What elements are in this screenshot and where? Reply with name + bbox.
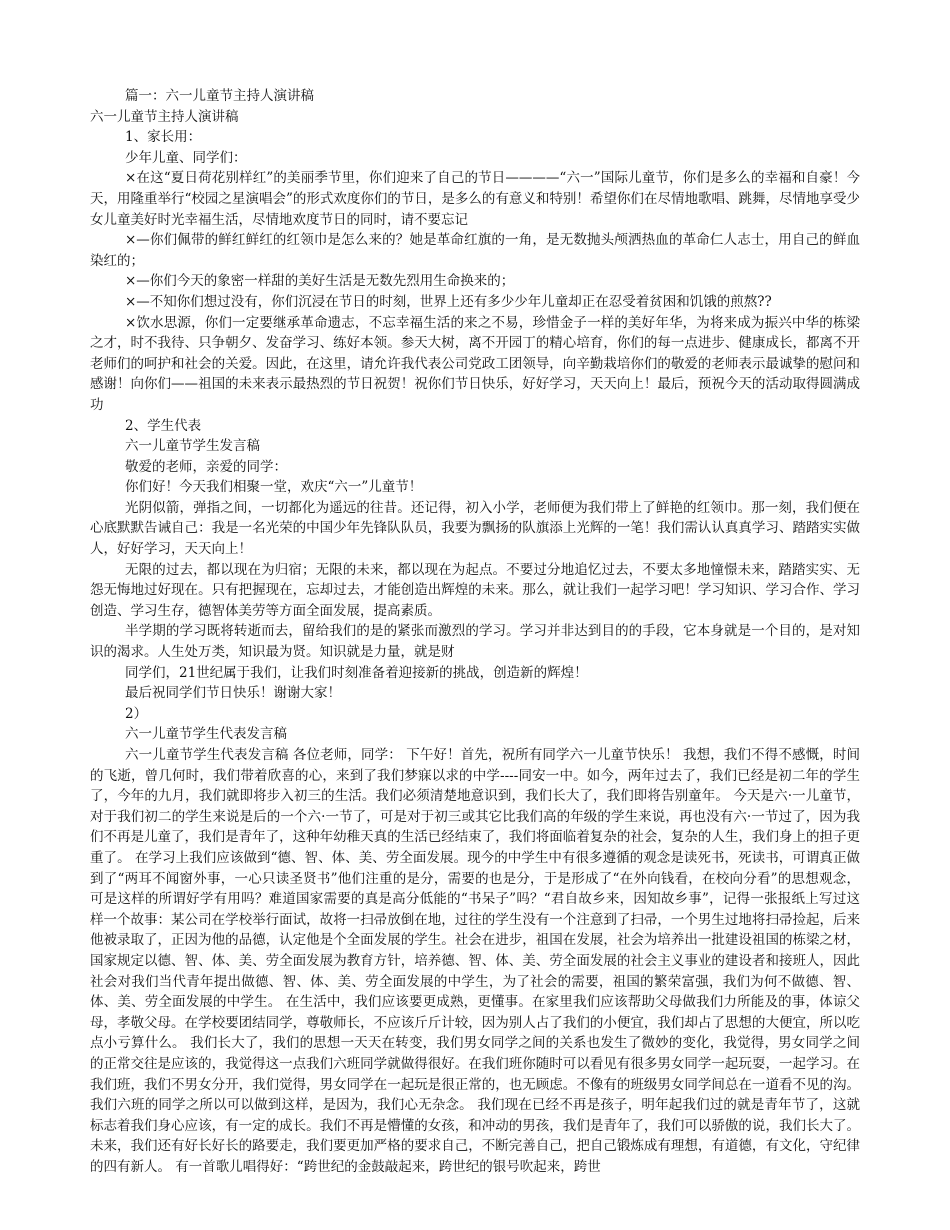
- paragraph: 六一儿童节学生代表发言稿: [125, 726, 287, 743]
- paragraph: 六一儿童节主持人演讲稿: [90, 108, 239, 125]
- paragraph: 篇一：六一儿童节主持人演讲稿: [125, 88, 314, 104]
- paragraph: 2）: [125, 705, 148, 722]
- paragraph: 敬爱的老师，亲爱的同学：: [125, 458, 287, 475]
- paragraph: 光阴似箭，弹指之间，一切都化为遥远的往昔。还记得，初入小学，老师便为我们带上了鲜艳的红领巾。那一刻，我们便在心底默默告诫自己：我是一名光荣的中国少年先锋队队员，我要为飘扬的队旗添上光辉的一笔！我们需认认真真学习、踏踏实实做人，好好学习，天天向上！: [90, 499, 860, 558]
- paragraph: 1、家长用：: [125, 129, 202, 146]
- paragraph: 六一儿童节学生发言稿: [125, 438, 260, 455]
- document-body: [90, 86, 860, 1177]
- paragraph: ×—你们佩带的鲜红鲜红的红领巾是怎么来的？她是革命红旗的一角，是无数抛头颅洒热血的革命仁人志士，用自己的鲜血染红的；: [90, 232, 860, 269]
- paragraph: 无限的过去，都以现在为归宿；无限的未来，都以现在为起点。不要过分地追忆过去，不要太多地憧憬未来，踏踏实实、无怨无悔地过好现在。只有把握现在，忘却过去，才能创造出辉煌的未来。那么，就让我们一起学习吧！学习知识、学习合作、学习创造、学习生存，德智体美劳等方面全面发展，提高素质。: [90, 561, 860, 619]
- paragraph: 同学们，21世纪属于我们，让我们时刻准备着迎接新的挑战，创造新的辉煌！: [125, 664, 588, 681]
- paragraph: 半学期的学习既将转逝而去，留给我们的是的紧张而激烈的学习。学习并非达到目的的手段，它本身就是一个目的，是对知识的渴求。人生处万类，知识最为贤。知识就是力量，就是财: [90, 623, 860, 661]
- paragraph: ×—你们今天的象密一样甜的美好生活是无数先烈用生命换来的；: [125, 273, 515, 290]
- paragraph: ×饮水思源，你们一定要继承革命遗志，不忘幸福生活的来之不易，珍惜金子一样的美好年华，为将来成为振兴中华的栋梁之才，时不我待、只争朝夕、发奋学习、练好本领。参天大树，离不开园丁的精心培育，你们的每一点进步、健康成长，都离不开老师们的呵护和社会的关爱。因此，在这里，请允许我代表公司党政工团领导，向辛勤栽培你们的敬爱的老师表示最诚挚的慰问和感谢！向你们——祖国的未来表示最热烈的节日祝贺！祝你们节日快乐，好好学习，天天向上！最后，预祝今天的活动取得圆满成功: [90, 314, 860, 413]
- paragraph: ×在这“夏日荷花别样红”的美丽季节里，你们迎来了自己的节日————“六一”国际儿童节，你们是多么的幸福和自豪！今天，用隆重举行“校园之星演唱会”的形式欢度你们的节日，是多么的有意义和特别！希望你们在尽情地歌唱、跳舞，尽情地享受少女儿童美好时光幸福生活，尽情地欢度节日的同时，请不要忘记: [90, 170, 860, 228]
- paragraph: 最后祝同学们节日快乐！谢谢大家！: [125, 685, 341, 702]
- paragraph: 少年儿童、同学们：: [125, 149, 247, 166]
- paragraph: 你们好！今天我们相聚一堂，欢庆“六一”儿童节！: [125, 479, 423, 496]
- paragraph: 六一儿童节学生代表发言稿 各位老师，同学： 下午好！首先，祝所有同学六一儿童节快乐！ 我想，我们不得不感慨，时间的飞逝，曾几何时，我们带着欣喜的心，来到了我们梦寐以求的中学----同安一中。如今，两年过去了，我们已经是初二年的学生了，今年的九月，我们就即将步入初三的生活。我们必须清楚地意识到，我们长大了，我们即将告别童年。 今天是六·一儿童节，对于我们初二的学生来说是后的一个六·一节了，可是对于初三或其它比我们高的年级的学生来说，再也没有六·一节过了，因为我们不再是儿童了，我们是青年了，这种年幼稚天真的生活已经结束了，我们将面临着复杂的社会，复杂的人生，我们身上的担子更重了。 在学习上我们应该做到“德、智、体、美、劳全面发展。现今的中学生中有很多遵循的观念是读死书，死读书，可谓真正做到了“两耳不闻窗外事，一心只读圣贤书”他们注重的是分，需要的也是分，于是形成了“在外向钱看，在校向分看”的思想观念，可是这样的所谓好学有用吗？难道国家需要的真是高分低能的“书呆子”吗？“君自故乡来，因知故乡事”，记得一张报纸上写过这样一个故事：某公司在学校举行面试，故将一扫帚放倒在地，过往的学生没有一个注意到了扫帚，一个男生过地将扫帚捡起，后来他被录取了，正因为他的品德，认定他是个全面发展的学生。社会在进步，祖国在发展，社会为培养出一批建设祖国的栋梁之材，国家规定以德、智、体、美、劳全面发展为教育方针，培养德、智、体、美、劳全面发展的社会主义事业的建设者和接班人，因此社会对我们当代青年提出做德、智、体、美、劳全面发展的中学生，为了社会的需要，祖国的繁荣富强，我们为何不做德、智、体、美、劳全面发展的中学生。 在生活中，我们应该要更成熟，更懂事。在家里我们应该帮助父母做我们力所能及的事，体谅父母，孝敬父母。在学校要团结同学，尊敬师长，不应该斤斤计较，因为别人占了我们的小便宜，我们却占了思想的大便宜，所以吃点小亏算什么。 我们长大了，我们的思想一天天在转变，我们男女同学之间的关系也发生了微妙的变化，我觉得，男女同学之间的正常交往是应该的，我觉得这一点我们六班同学就做得很好。在我们班你随时可以看见有很多男女同学一起玩耍，一起学习。在我们班，我们不男女分开，我们觉得，男女同学在一起玩是很正常的，也无顾虑。不像有的班级男女同学间总在一道看不见的沟。我们六班的同学之所以可以做到这样，是因为，我们心无杂念。 我们现在已经不再是孩子，明年起我们过的就是青年节了，这就标志着我们身心应该，有一定的成长。我们不再是懵懂的女孩，和冲动的男孩，我们是青年了，我们可以骄傲的说，我们长大了。未来，我们还有好长好长的路要走，我们要更加严格的要求自己，不断完善自己，把自己锻炼成有理想，有道德，有文化，守纪律的四有新人。 有一首歌儿唱得好：“跨世纪的金鼓敲起来，跨世纪的银号吹起来，跨世: [90, 747, 860, 1175]
- paragraph: ×—不知你们想过没有，你们沉浸在节日的时刻，世界上还有多少少年儿童却正在忍受着贫困和饥饿的煎熬??: [125, 293, 772, 310]
- paragraph: 2、学生代表: [125, 417, 202, 434]
